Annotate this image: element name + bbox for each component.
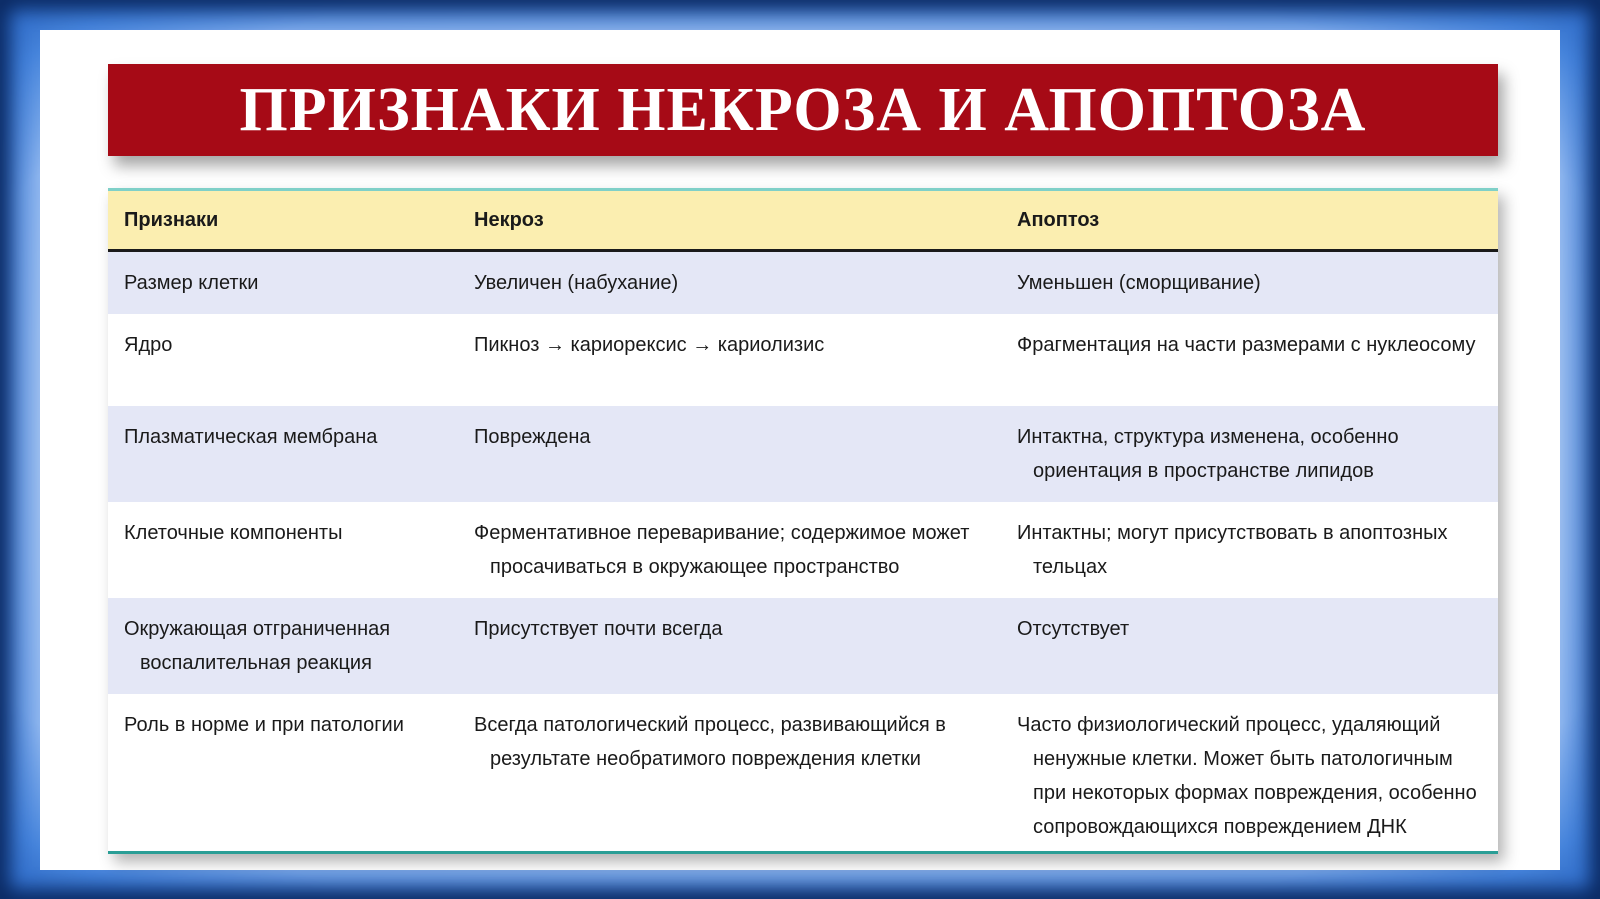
cell-text: Ядро	[124, 334, 173, 356]
comparison-table	[108, 188, 1498, 854]
cell-text: Фрагментация на части размерами с нуклеосому	[1017, 334, 1476, 356]
apoptosis-cell	[1001, 314, 1498, 406]
apoptosis-cell	[1001, 251, 1498, 315]
table-row	[108, 406, 1498, 502]
cell-text: Окружающая отграниченная воспалительная реакция	[124, 618, 391, 674]
table-row	[108, 251, 1498, 315]
cell-text: Плазматическая мембрана	[124, 426, 378, 448]
header-necrosis: Некроз	[458, 191, 1001, 251]
title-banner	[108, 64, 1498, 156]
cell-text: Клеточные компоненты	[124, 522, 343, 544]
necrosis-cell	[458, 598, 1001, 694]
table-row	[108, 598, 1498, 694]
table-header-row	[108, 191, 1498, 251]
row-label	[108, 694, 458, 858]
table-row	[108, 314, 1498, 406]
cell-text: Всегда патологический процесс, развивающийся в результате необратимого повреждения клетки	[474, 714, 946, 770]
slide-title: ПРИЗНАКИ НЕКРОЗА И АПОПТОЗА	[239, 75, 1367, 144]
apoptosis-cell	[1001, 598, 1498, 694]
table-row	[108, 694, 1498, 858]
necrosis-cell	[458, 694, 1001, 858]
cell-text: Интактна, структура изменена, особенно ориентация в пространстве липидов	[1017, 426, 1399, 482]
cell-text: Часто физиологический процесс, удаляющий ненужные клетки. Может быть патологичным при некоторых формах повреждения, особенно сопровождающихся повреждением ДНК	[1017, 714, 1477, 838]
cell-text: Размер клетки	[124, 272, 259, 294]
cell-text: Ферментативное переваривание; содержимое может просачиваться в окружающее пространство	[474, 522, 970, 578]
cell-text: Интактны; могут присутствовать в апоптозных тельцах	[1017, 522, 1448, 578]
apoptosis-cell	[1001, 502, 1498, 598]
row-label	[108, 314, 458, 406]
cell-text: Отсутствует	[1017, 618, 1130, 640]
apoptosis-cell	[1001, 694, 1498, 858]
cell-text: Пикноз → кариорексис → кариолизис	[474, 334, 825, 356]
row-label	[108, 406, 458, 502]
header-apoptosis: Апоптоз	[1001, 191, 1498, 251]
necrosis-cell	[458, 406, 1001, 502]
table-row	[108, 502, 1498, 598]
cell-text: Уменьшен (сморщивание)	[1017, 272, 1261, 294]
row-label	[108, 251, 458, 315]
header-signs: Признаки	[108, 191, 458, 251]
cell-text: Роль в норме и при патологии	[124, 714, 404, 736]
row-label	[108, 598, 458, 694]
necrosis-cell	[458, 502, 1001, 598]
apoptosis-cell	[1001, 406, 1498, 502]
row-label	[108, 502, 458, 598]
necrosis-cell	[458, 314, 1001, 406]
necrosis-apoptosis-table	[108, 191, 1498, 858]
cell-text: Увеличен (набухание)	[474, 272, 679, 294]
cell-text: Присутствует почти всегда	[474, 618, 723, 640]
necrosis-cell	[458, 251, 1001, 315]
cell-text: Повреждена	[474, 426, 591, 448]
